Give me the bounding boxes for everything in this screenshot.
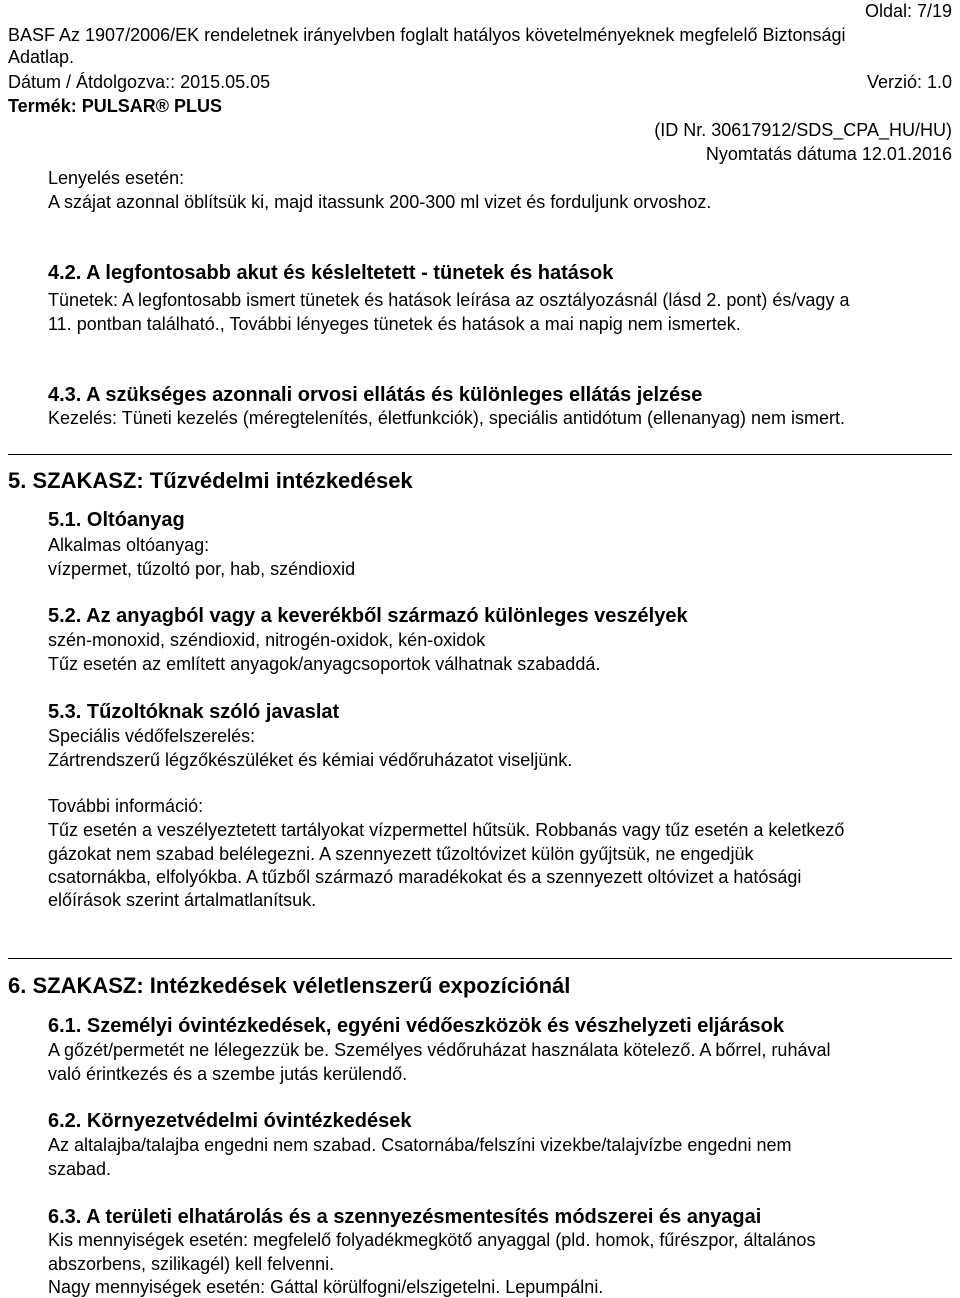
header-title-line2: Adatlap. <box>8 47 75 67</box>
subsection-5-2-text: szén-monoxid, széndioxid, nitrogén-oxidok, kén-oxidok <box>48 630 486 650</box>
further-info-text: Tűz esetén a veszélyeztetett tartályokat vízpermettel hűtsük. Robbanás vagy tűz esetén a keletkező <box>48 820 845 840</box>
subsection-6-3-heading: 6.3. A területi elhatárolás és a szennyezésmentesítés módszerei és anyagai <box>48 1206 762 1228</box>
subsection-4-2-text: Tünetek: A legfontosabb ismert tünetek és hatások leírása az osztályozásnál (lásd 2. pont) és/vagy a <box>48 290 850 310</box>
subsection-5-1-heading: 5.1. Oltóanyag <box>48 509 185 531</box>
subsection-4-3-heading: 4.3. A szükséges azonnali orvosi ellátás és különleges ellátás jelzése <box>48 384 703 406</box>
page-number: Oldal: 7/19 <box>864 1 952 21</box>
swallow-text: A szájat azonnal öblítsük ki, majd itassunk 200-300 ml vizet és forduljunk orvoshoz. <box>48 192 712 212</box>
further-info-label: További információ: <box>48 796 204 816</box>
swallow-label: Lenyelés esetén: <box>48 168 185 188</box>
section-divider <box>8 958 952 959</box>
subsection-5-3-label: Speciális védőfelszerelés: <box>48 726 256 746</box>
subsection-4-3-text: Kezelés: Tüneti kezelés (méregtelenítés, életfunkciók), speciális antidótum (ellenanyag) nem ismert. <box>48 408 846 428</box>
version: Verzió: 1.0 <box>866 72 952 92</box>
subsection-6-2-text: szabad. <box>48 1159 112 1179</box>
section-6-title: 6. SZAKASZ: Intézkedések véletlenszerű expozíciónál <box>8 973 571 998</box>
document-id: (ID Nr. 30617912/SDS_CPA_HU/HU) <box>654 120 952 140</box>
subsection-6-2-text: Az altalajba/talajba engedni nem szabad. Csatornába/felszíni vizekbe/talajvízbe engedni nem <box>48 1135 792 1155</box>
subsection-6-1-text: való érintkezés és a szembe jutás kerülendő. <box>48 1064 408 1084</box>
subsection-6-3-text: Nagy mennyiségek esetén: Gáttal körülfogni/elszigetelni. Lepumpálni. <box>48 1277 604 1297</box>
subsection-5-3-heading: 5.3. Tűzoltóknak szóló javaslat <box>48 701 340 723</box>
header-title-line1: BASF Az 1907/2006/EK rendeletnek irányelvben foglalt hatályos követelményeknek megfelelő Biztonsági <box>8 25 846 45</box>
subsection-6-3-text: Kis mennyiségek esetén: megfelelő folyadékmegkötő anyaggal (pld. homok, fűrészpor, általános <box>48 1230 816 1250</box>
subsection-6-1-heading: 6.1. Személyi óvintézkedések, egyéni védőeszközök és vészhelyzeti eljárások <box>48 1015 784 1037</box>
further-info-text: csatornákba, elfolyókba. A tűzből származó maradékokat és a szennyezett oltóvizet a hatósági <box>48 867 802 887</box>
revision-date: Dátum / Átdolgozva:: 2015.05.05 <box>8 72 271 92</box>
subsection-6-2-heading: 6.2. Környezetvédelmi óvintézkedések <box>48 1110 412 1132</box>
further-info-text: gázokat nem szabad belélegezni. A szennyezett tűzoltóvizet külön gyűjtsük, ne engedjük <box>48 844 754 864</box>
subsection-6-1-text: A gőzét/permetét ne lélegezzük be. Személyes védőruházat használata kötelező. A bőrrel, ruhával <box>48 1040 831 1060</box>
subsection-4-2-heading: 4.2. A legfontosabb akut és késleltetett - tünetek és hatások <box>48 262 614 284</box>
subsection-5-3-text: Zártrendszerű légzőkészüléket és kémiai védőruházatot viseljünk. <box>48 750 573 770</box>
subsection-4-2-text: 11. pontban található., További lényeges tünetek és hatások a mai napig nem ismertek. <box>48 314 741 334</box>
print-date: Nyomtatás dátuma 12.01.2016 <box>705 144 952 164</box>
product-name: Termék: PULSAR® PLUS <box>8 96 222 116</box>
subsection-5-2-text: Tűz esetén az említett anyagok/anyagcsoportok válhatnak szabaddá. <box>48 654 601 674</box>
section-5-title: 5. SZAKASZ: Tűzvédelmi intézkedések <box>8 468 413 493</box>
further-info-text: előírások szerint ártalmatlanítsuk. <box>48 890 317 910</box>
section-divider <box>8 454 952 455</box>
subsection-6-3-text: abszorbens, szilikagél) kell felvenni. <box>48 1254 335 1274</box>
subsection-5-1-label: Alkalmas oltóanyag: <box>48 535 210 555</box>
subsection-5-1-text: vízpermet, tűzoltó por, hab, széndioxid <box>48 559 356 579</box>
subsection-5-2-heading: 5.2. Az anyagból vagy a keverékből származó különleges veszélyek <box>48 605 688 627</box>
